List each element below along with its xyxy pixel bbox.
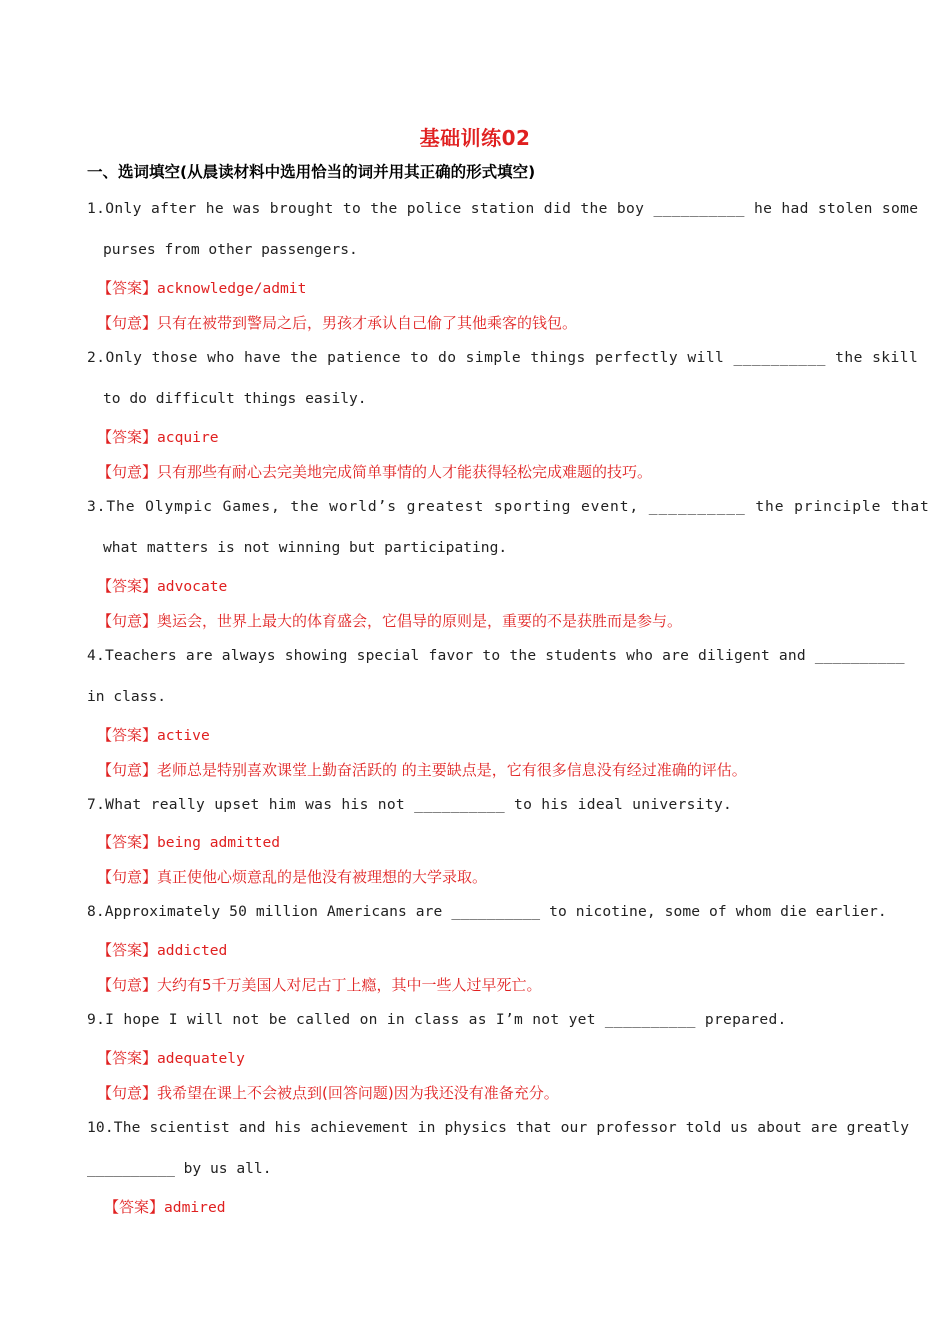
meaning-tag: 【句意】 (97, 463, 158, 481)
answer-text: addicted (157, 942, 228, 959)
answer-tag: 【答案】 (97, 577, 158, 595)
meaning-tag: 【句意】 (97, 1084, 158, 1102)
answer-tag: 【答案】 (97, 1049, 158, 1067)
question-1-line-2: purses from other passengers. (103, 241, 358, 258)
meaning-text: 只有在被带到警局之后，男孩才承认自己偷了其他乘客的钱包。 (157, 314, 578, 332)
meaning-text: 我希望在课上不会被点到(回答问题)因为我还没有准备充分。 (157, 1084, 559, 1102)
meaning-tag: 【句意】 (97, 612, 158, 630)
meaning-text: 真正使他心烦意乱的是他没有被理想的大学录取。 (157, 868, 488, 886)
meaning-tag: 【句意】 (97, 314, 158, 332)
meaning-1 (97, 312, 577, 333)
meaning-7 (97, 866, 487, 887)
question-9-line-1: 9.I hope I will not be called on in class as I’m not yet __________ prepared. (87, 1011, 787, 1028)
section-heading: 一、选词填空(从晨读材料中选用恰当的词并用其正确的形式填空) (87, 163, 536, 181)
question-4-line-1: 4.Teachers are always showing special favor to the students who are diligent and __________ (87, 647, 905, 664)
answer-2 (97, 426, 219, 447)
meaning-tag: 【句意】 (97, 761, 158, 779)
answer-text: adequately (157, 1050, 245, 1067)
meaning-text: 奥运会，世界上最大的体育盛会，它倡导的原则是，重要的不是获胜而是参与。 (157, 612, 683, 630)
question-1-line-1: 1.Only after he was brought to the police station did the boy __________ he had stolen some (87, 200, 919, 217)
question-10-line-1: 10.The scientist and his achievement in physics that our professor told us about are greatly (87, 1119, 910, 1136)
meaning-tag: 【句意】 (97, 976, 158, 994)
page-title: 基础训练02 (419, 126, 531, 150)
answer-1 (97, 277, 306, 298)
meaning-9 (97, 1082, 559, 1103)
answer-8 (97, 939, 227, 960)
question-2-line-1: 2.Only those who have the patience to do simple things perfectly will __________ the skill (87, 349, 919, 366)
question-10-line-2: __________ by us all. (87, 1160, 272, 1177)
meaning-text: 老师总是特别喜欢课堂上勤奋活跃的 的主要缺点是，它有很多信息没有经过准确的评估。 (157, 761, 747, 779)
answer-tag: 【答案】 (97, 428, 158, 446)
answer-4 (97, 724, 210, 745)
answer-7 (97, 831, 280, 852)
answer-text: advocate (157, 578, 228, 595)
answer-text: acquire (157, 429, 219, 446)
answer-tag: 【答案】 (97, 833, 158, 851)
answer-tag: 【答案】 (97, 726, 158, 744)
answer-text: acknowledge/admit (157, 280, 307, 297)
answer-text: active (157, 727, 210, 744)
meaning-text: 只有那些有耐心去完美地完成简单事情的人才能获得轻松完成难题的技巧。 (157, 463, 653, 481)
question-3-line-2: what matters is not winning but participating. (103, 539, 508, 556)
question-4-line-2: in class. (87, 688, 167, 705)
answer-text: admired (164, 1199, 226, 1216)
answer-9 (97, 1047, 245, 1068)
answer-tag: 【答案】 (97, 279, 158, 297)
question-7-line-1: 7.What really upset him was his not __________ to his ideal university. (87, 796, 733, 813)
answer-tag: 【答案】 (104, 1198, 165, 1216)
meaning-3 (97, 610, 682, 631)
meaning-8 (97, 974, 542, 995)
answer-10 (104, 1196, 226, 1217)
question-8-line-1: 8.Approximately 50 million Americans are __________ to nicotine, some of whom die earlier. (87, 903, 887, 920)
answer-text: being admitted (157, 834, 281, 851)
meaning-text: 大约有5千万美国人对尼古丁上瘾，其中一些人过早死亡。 (157, 976, 542, 994)
meaning-tag: 【句意】 (97, 868, 158, 886)
answer-3 (97, 575, 227, 596)
question-3-line-1: 3.The Olympic Games, the world’s greatest sporting event, __________ the principle that (87, 498, 930, 515)
meaning-2 (97, 461, 652, 482)
meaning-4 (97, 759, 747, 780)
answer-tag: 【答案】 (97, 941, 158, 959)
question-2-line-2: to do difficult things easily. (103, 390, 367, 407)
